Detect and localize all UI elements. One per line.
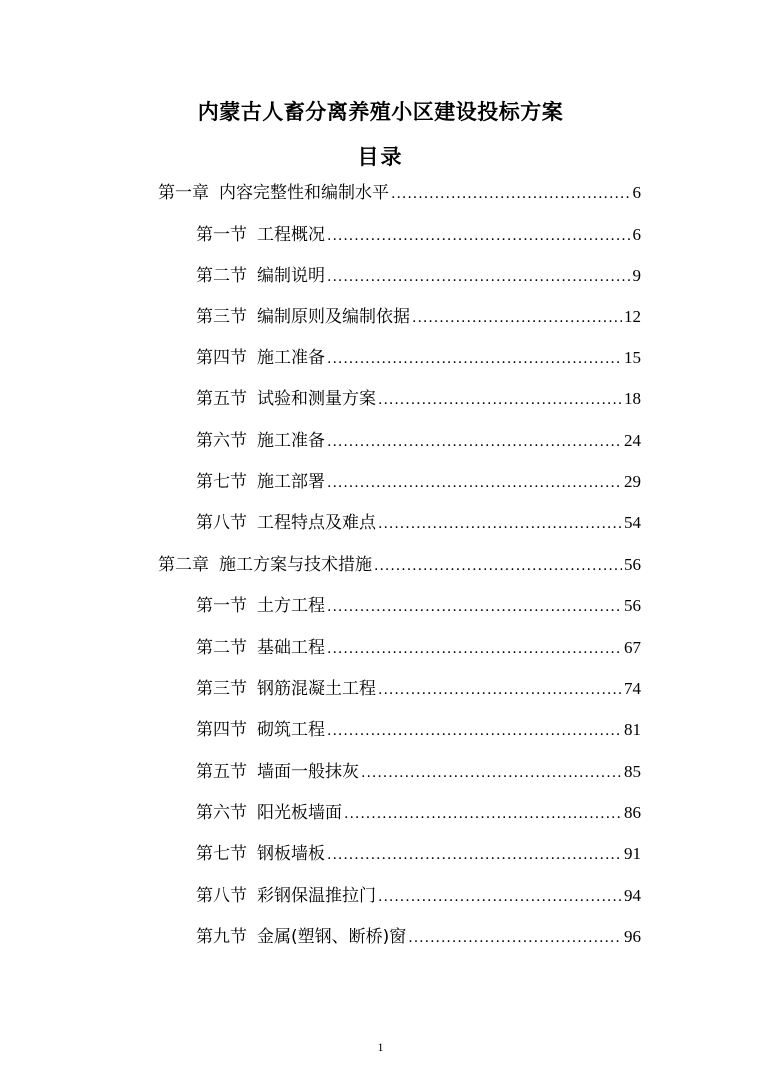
- toc-label: 施工方案与技术措施: [219, 555, 372, 575]
- toc-section[interactable]: [196, 719, 641, 741]
- toc-number: 第一章: [158, 183, 209, 203]
- toc-chapter-1[interactable]: [158, 182, 641, 204]
- toc-page-number: 67: [624, 638, 641, 657]
- toc-page-number: 91: [624, 844, 641, 863]
- toc-page-number: 96: [624, 927, 641, 946]
- toc-section[interactable]: [196, 926, 641, 948]
- toc-page-number: 86: [624, 803, 641, 822]
- document-title: 内蒙古人畜分离养殖小区建设投标方案: [197, 100, 564, 124]
- toc-section[interactable]: [196, 347, 641, 369]
- toc-dot-leader: [412, 307, 622, 329]
- toc-label: 施工准备: [257, 431, 325, 451]
- toc-page-number: 85: [624, 762, 641, 781]
- toc-number: 第五节: [196, 762, 247, 782]
- toc-label: 钢筋混凝土工程: [257, 679, 376, 699]
- toc-dot-leader: [344, 803, 622, 825]
- toc-number: 第一节: [196, 225, 247, 245]
- toc-dot-leader: [391, 183, 631, 205]
- toc-section[interactable]: [196, 306, 641, 328]
- toc-dot-leader: [378, 389, 622, 411]
- toc-label: 土方工程: [257, 596, 325, 616]
- toc-dot-leader: [327, 348, 622, 370]
- toc-page-number: 29: [624, 472, 641, 491]
- toc-number: 第四节: [196, 720, 247, 740]
- toc-number: 第四节: [196, 348, 247, 368]
- toc-section[interactable]: [196, 843, 641, 865]
- toc-page-number: 24: [624, 431, 641, 450]
- toc-label: 内容完整性和编制水平: [219, 183, 389, 203]
- toc-label: 工程特点及难点: [257, 513, 376, 533]
- toc-dot-leader: [378, 886, 622, 908]
- toc-dot-leader: [327, 638, 622, 660]
- toc-number: 第一节: [196, 596, 247, 616]
- toc-section[interactable]: [196, 885, 641, 907]
- toc-page-number: 6: [632, 183, 641, 202]
- toc-section[interactable]: [196, 595, 641, 617]
- toc-number: 第二节: [196, 638, 247, 658]
- toc-number: 第八节: [196, 886, 247, 906]
- toc-label: 试验和测量方案: [257, 389, 376, 409]
- toc-label: 施工准备: [257, 348, 325, 368]
- toc-dot-leader: [408, 927, 622, 949]
- toc-label: 施工部署: [257, 472, 325, 492]
- toc-page-number: 54: [624, 513, 641, 532]
- toc-section[interactable]: [196, 471, 641, 493]
- toc-page-number: 74: [624, 679, 641, 698]
- toc-page-number: 56: [624, 596, 641, 615]
- footer-page-number: 1: [377, 1040, 384, 1054]
- toc-section[interactable]: [196, 224, 641, 246]
- toc-label: 编制原则及编制依据: [257, 307, 410, 327]
- toc-section[interactable]: [196, 761, 641, 783]
- toc-number: 第三节: [196, 679, 247, 699]
- toc-dot-leader: [378, 513, 622, 535]
- toc-dot-leader: [327, 266, 631, 288]
- toc-number: 第二节: [196, 266, 247, 286]
- toc-number: 第二章: [158, 555, 209, 575]
- toc-number: 第五节: [196, 389, 247, 409]
- toc-label: 工程概况: [257, 225, 325, 245]
- toc-section[interactable]: [196, 430, 641, 452]
- toc-label: 阳光板墙面: [257, 803, 342, 823]
- toc-section[interactable]: [196, 512, 641, 534]
- toc-dot-leader: [374, 555, 622, 577]
- toc-page-number: 18: [624, 389, 641, 408]
- toc-label: 彩钢保温推拉门: [257, 886, 376, 906]
- toc-number: 第九节: [196, 927, 247, 947]
- toc-section[interactable]: [196, 265, 641, 287]
- toc-section[interactable]: [196, 388, 641, 410]
- toc-label: 基础工程: [257, 638, 325, 658]
- toc-page-number: 15: [624, 348, 641, 367]
- toc-dot-leader: [327, 225, 631, 247]
- toc-page-number: 6: [632, 225, 641, 244]
- toc-dot-leader: [327, 431, 622, 453]
- toc-label: 金属(塑钢、断桥)窗: [257, 927, 407, 947]
- toc-section[interactable]: [196, 637, 641, 659]
- toc-heading: 目录: [357, 145, 404, 169]
- toc-dot-leader: [327, 472, 622, 494]
- toc-number: 第七节: [196, 844, 247, 864]
- toc-dot-leader: [327, 596, 622, 618]
- toc-page-number: 56: [624, 555, 641, 574]
- toc-label: 砌筑工程: [257, 720, 325, 740]
- toc-number: 第八节: [196, 513, 247, 533]
- toc-dot-leader: [378, 679, 622, 701]
- toc-section[interactable]: [196, 678, 641, 700]
- toc-page-number: 81: [624, 720, 641, 739]
- toc-label: 墙面一般抹灰: [257, 762, 359, 782]
- toc-page-number: 12: [624, 307, 641, 326]
- toc-dot-leader: [361, 762, 622, 784]
- toc-dot-leader: [327, 844, 622, 866]
- toc-number: 第六节: [196, 431, 247, 451]
- toc-section[interactable]: [196, 802, 641, 824]
- toc-page-number: 9: [632, 266, 641, 285]
- toc-dot-leader: [327, 720, 622, 742]
- toc-page-number: 94: [624, 886, 641, 905]
- toc-number: 第七节: [196, 472, 247, 492]
- toc-label: 编制说明: [257, 266, 325, 286]
- toc-label: 钢板墙板: [257, 844, 325, 864]
- toc-number: 第三节: [196, 307, 247, 327]
- toc-chapter-2[interactable]: [158, 554, 641, 576]
- toc-number: 第六节: [196, 803, 247, 823]
